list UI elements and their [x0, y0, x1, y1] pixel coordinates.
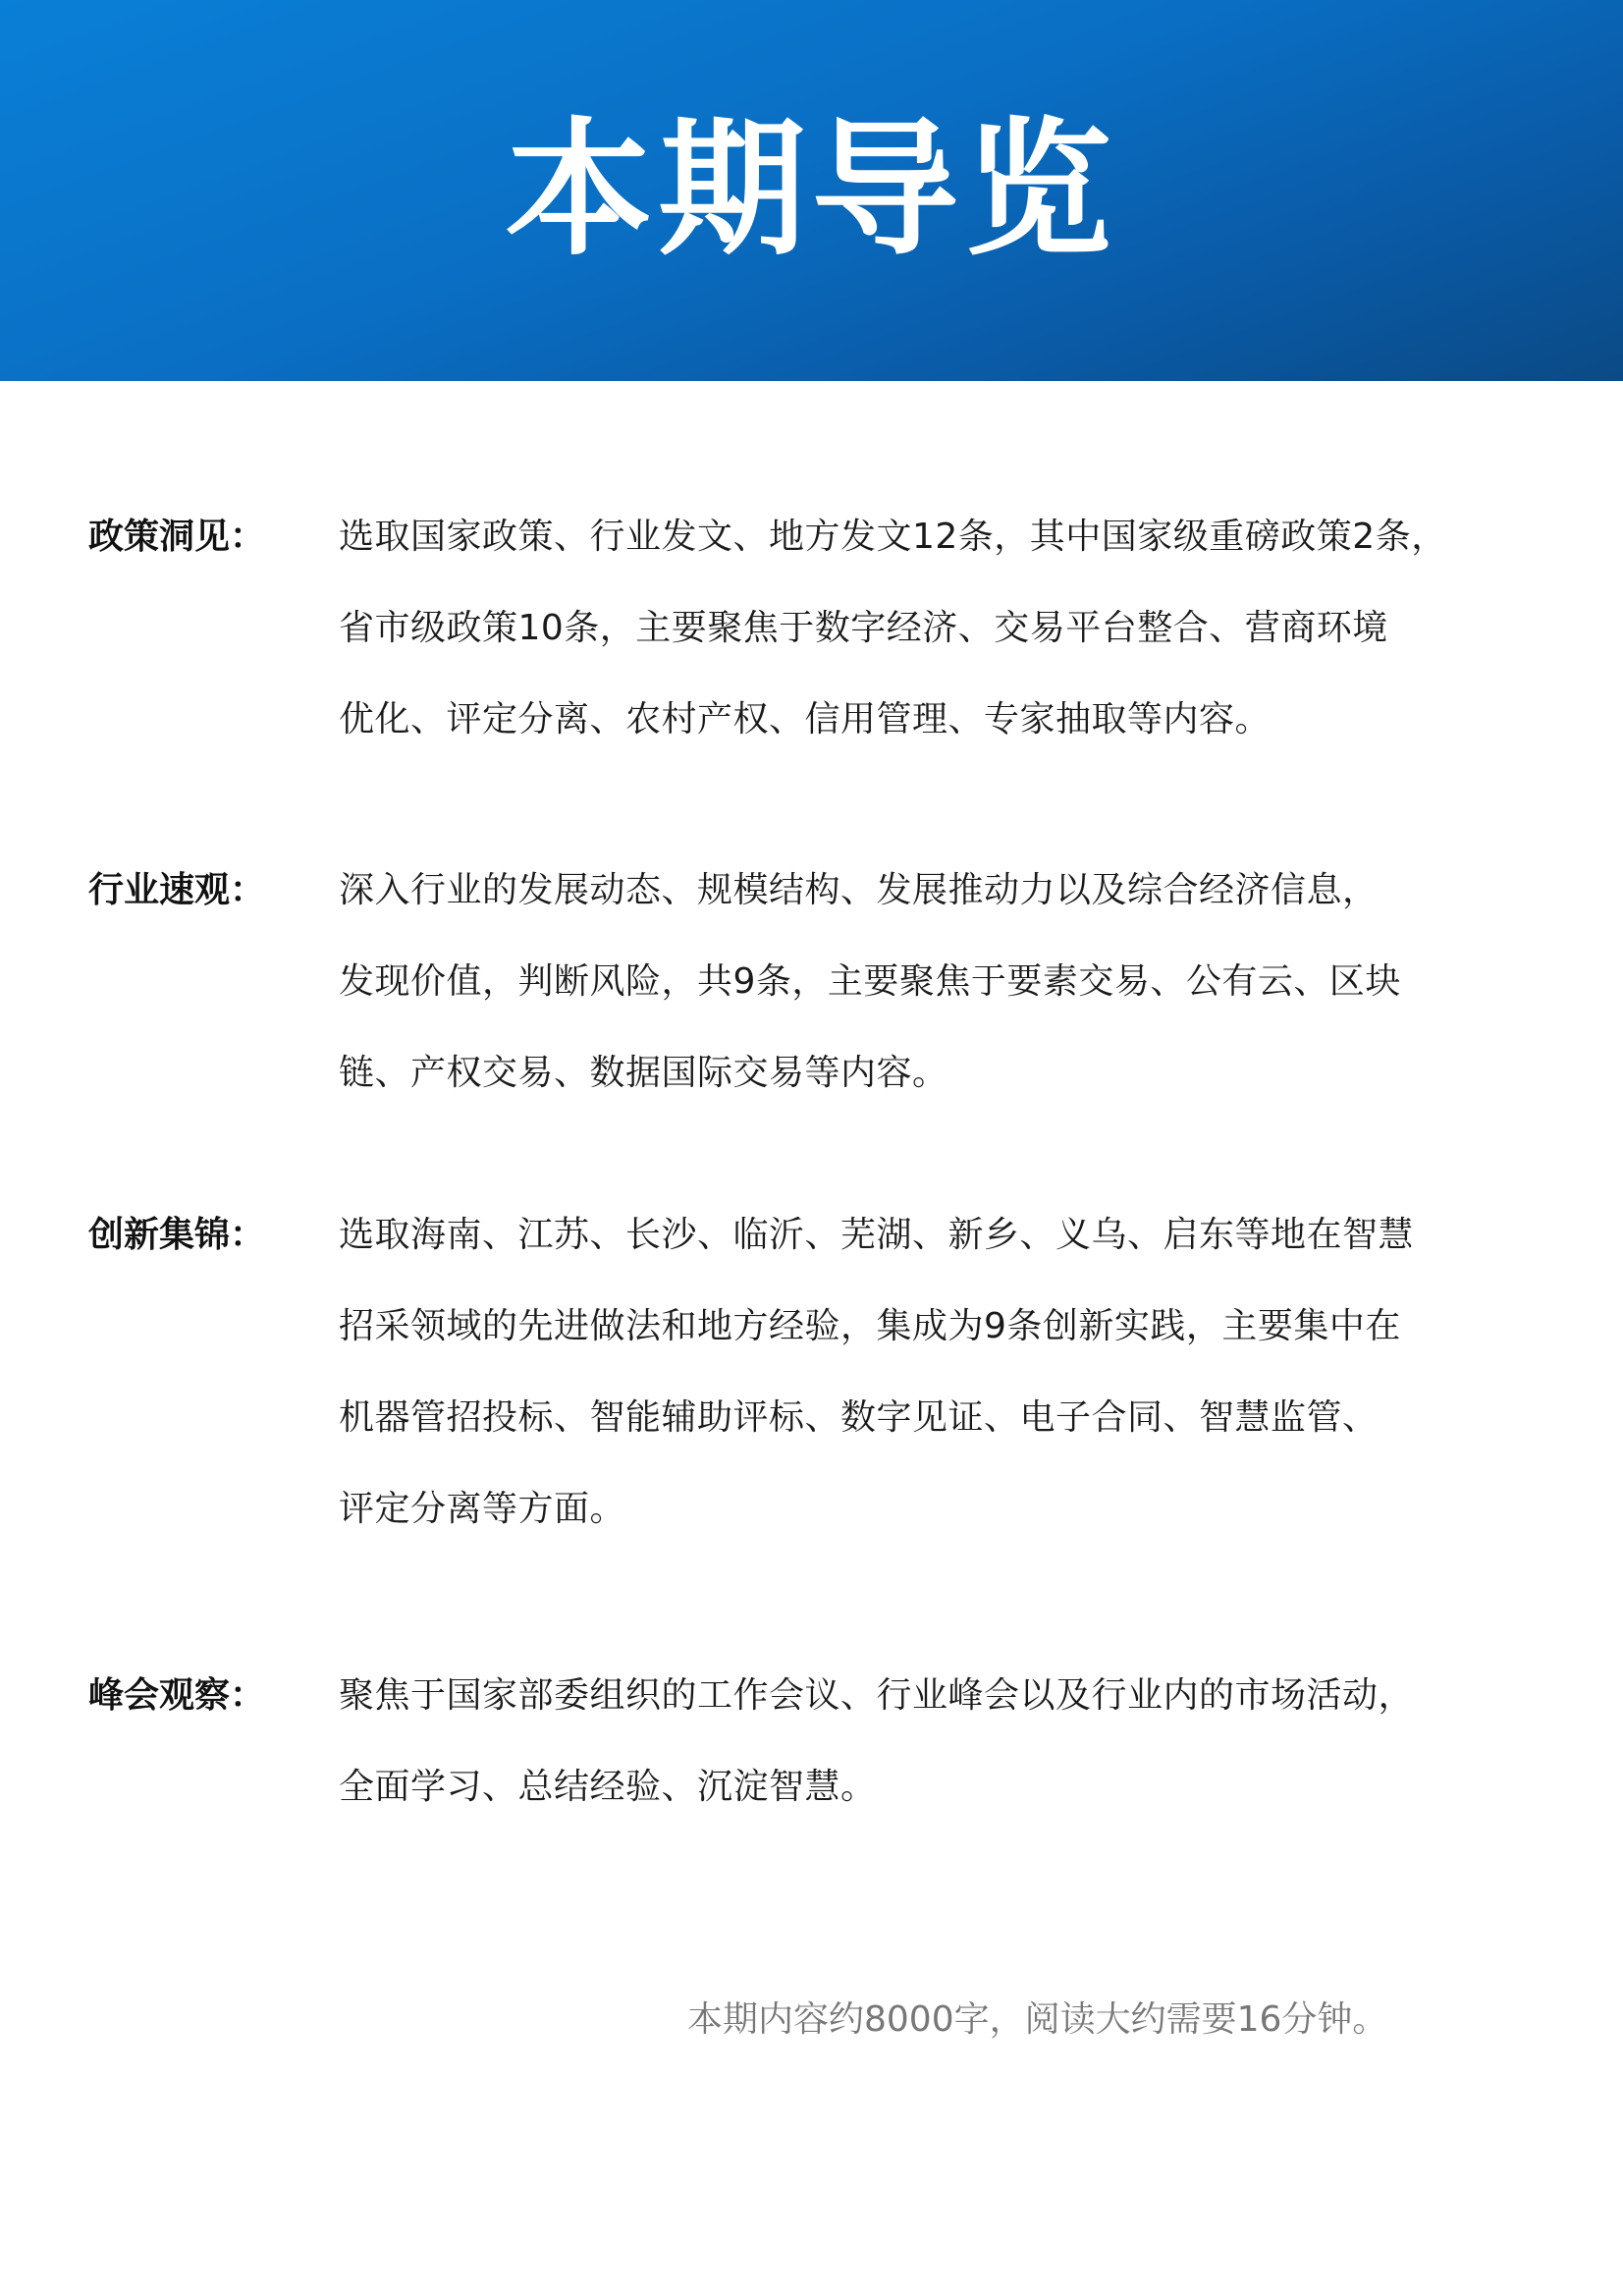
section-text-line: 优化、评定分离、农村产权、信用管理、专家抽取等内容。 — [339, 699, 1271, 739]
section-text-line: 选取海南、江苏、长沙、临沂、芜湖、新乡、义乌、启东等地在智慧 — [339, 1215, 1415, 1255]
reading-time-note: 本期内容约8000字，阅读大约需要16分钟。 — [687, 1999, 1388, 2040]
section-text-line: 聚焦于国家部委组织的工作会议、行业峰会以及行业内的市场活动， — [339, 1675, 1415, 1716]
section-text-line: 机器管招投标、智能辅助评标、数字见证、电子合同、智慧监管、 — [339, 1397, 1379, 1438]
section-label: 峰会观察： — [88, 1675, 266, 1716]
section-body — [339, 1650, 1483, 1832]
section-label: 行业速观： — [88, 870, 266, 910]
section-body — [339, 491, 1483, 765]
section-text-line: 招采领域的先进做法和地方经验，集成为9条创新实践，主要集中在 — [339, 1306, 1401, 1346]
section-text-line: 链、产权交易、数据国际交易等内容。 — [339, 1053, 948, 1093]
section-body — [339, 1189, 1483, 1555]
section-text-line: 省市级政策10条，主要聚焦于数字经济、交易平台整合、营商环境 — [339, 608, 1388, 648]
section-label: 政策洞见： — [88, 517, 266, 557]
section-text-line: 评定分离等方面。 — [339, 1489, 626, 1529]
header-banner — [0, 0, 1623, 381]
section-text-line: 深入行业的发展动态、规模结构、发展推动力以及综合经济信息， — [339, 870, 1379, 910]
section-label: 创新集锦： — [88, 1215, 266, 1255]
page-title: 本期导览 — [505, 105, 1118, 276]
section-text-line: 选取国家政策、行业发文、地方发文12条，其中国家级重磅政策2条， — [339, 517, 1447, 557]
section-body — [339, 845, 1483, 1119]
section-text-line: 全面学习、总结经验、沉淀智慧。 — [339, 1767, 877, 1807]
section-text-line: 发现价值，判断风险，共9条，主要聚焦于要素交易、公有云、区块 — [339, 961, 1401, 1002]
